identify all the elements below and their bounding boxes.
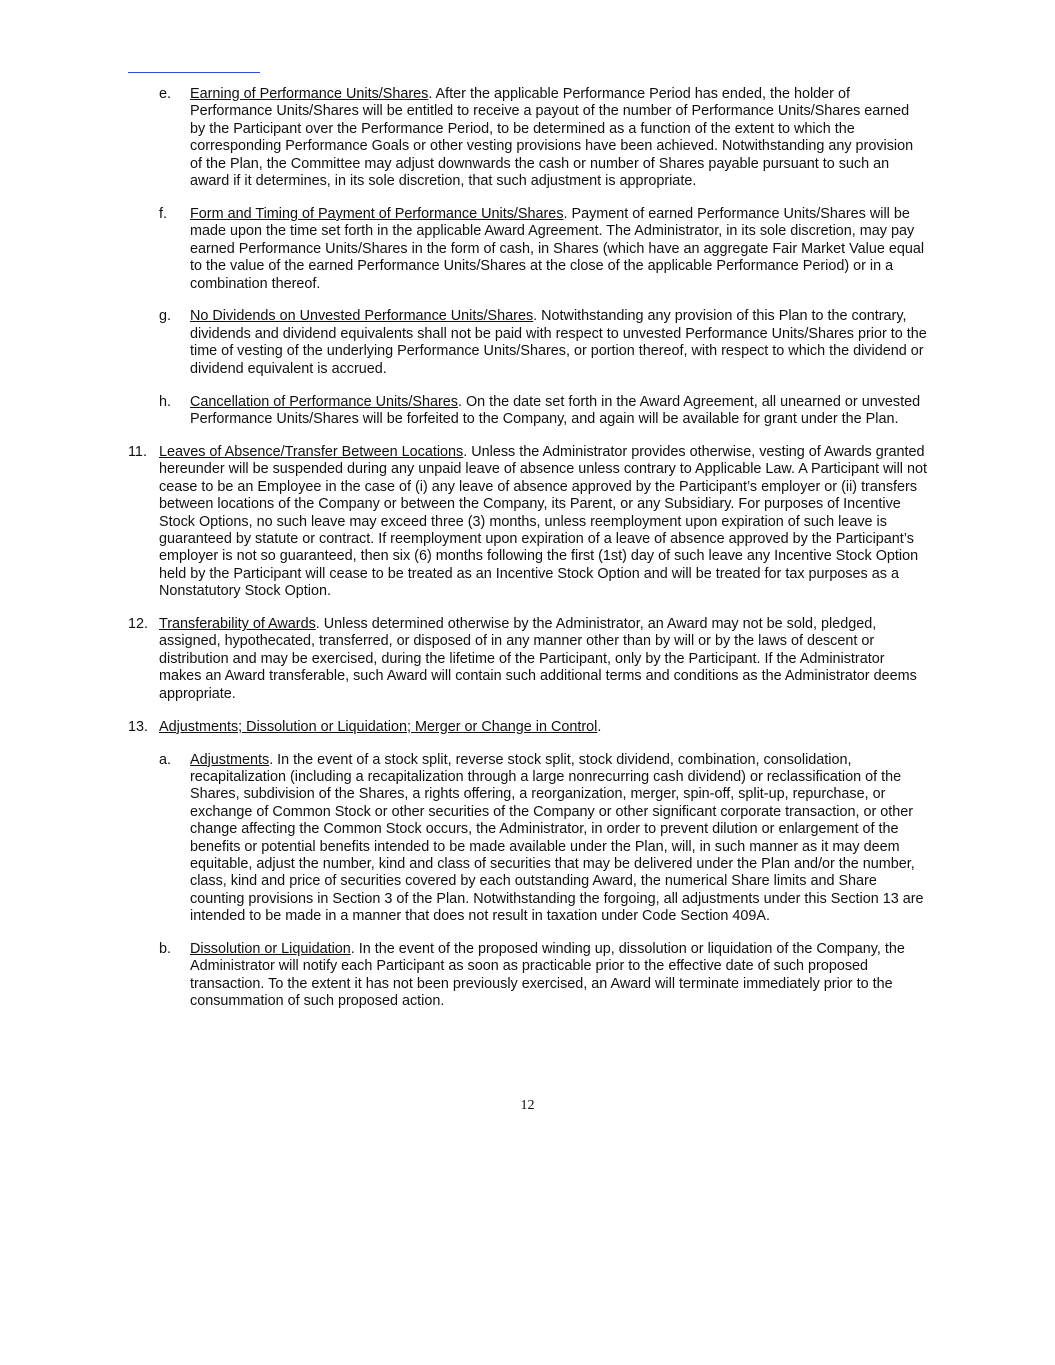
section-heading: Cancellation of Performance Units/Shares xyxy=(190,393,458,410)
section-heading: Adjustments xyxy=(190,751,270,768)
section-10f xyxy=(0,206,1055,293)
section-10g xyxy=(0,308,1055,378)
page-number: 12 xyxy=(520,1098,535,1113)
section-13a xyxy=(0,752,1055,926)
section-heading: Transferability of Awards xyxy=(159,616,316,633)
section-heading: Dissolution or Liquidation xyxy=(190,941,351,958)
section-heading: Leaves of Absence/Transfer Between Locations xyxy=(159,443,464,460)
item-marker: 12. xyxy=(128,616,149,633)
section-text: . Unless the Administrator provides otherwise, vesting of Awards granted hereunder will be suspended during any unpaid leave of absence unless contrary to Applicable Law. A Participant will not cease to be an Employee in the case of (i) any leave of absence approved by the Participant’s employer or (ii) transfers between locations of the Company or between the Company, its Parent, or any Subsidiary. For purposes of Incentive Stock Options, no such leave may exceed three (3) months, unless reemployment upon expiration of such leave is guaranteed by statute or contract. If reemployment upon expiration of a leave of absence approved by the Participant’s employer is not so guaranteed, then six (6) months following the first (1st) day of such leave any Incentive Stock Option held by the Participant will cease to be treated as an Incentive Stock Option and will be treated for tax purposes as a Nonstatutory Stock Option. xyxy=(159,443,927,600)
item-marker: b. xyxy=(159,941,172,958)
item-marker: a. xyxy=(159,751,172,768)
section-12 xyxy=(0,616,1055,703)
section-10e xyxy=(0,86,1055,190)
section-text: . Unless determined otherwise by the Administrator, an Award may not be sold, pledged, assigned, hypothecated, transferred, or disposed of in any manner other than by will or by the laws of descent or distribution and may be exercised, during the lifetime of the Participant, only by the Participant. If the Administrator makes an Award transferable, such Award will contain such additional terms and conditions as the Administrator deems appropriate. xyxy=(159,616,917,702)
top-link-underline xyxy=(128,72,260,73)
section-13b xyxy=(0,941,1055,1011)
document-body xyxy=(0,86,1055,1026)
section-10h xyxy=(0,394,1055,429)
section-text: . On the date set forth in the Award Agreement, all unearned or unvested Performance Units/Shares will be forfeited to the Company, and again will be available for grant under the Plan. xyxy=(190,393,921,427)
section-text: . In the event of a stock split, reverse stock split, stock dividend, combination, consolidation, recapitalization (including a recapitalization through a large nonrecurring cash dividend) or reclassification of the Shares, subdivision of the Shares, a rights offering, a reorganization, merger, spin-off, split-up, repurchase, or exchange of Common Stock or other securities of the Company or other significant corporate transaction, or other change affecting the Common Stock occurs, the Administrator, in order to prevent dilution or enlargement of the benefits or potential benefits intended to be made available under the Plan, will, in such manner as it may deem equitable, adjust the number, kind and class of securities that may be delivered under the Plan and/or the number, class, kind and price of securities covered by each outstanding Award, the numerical Share limits and Share counting provisions in Section 3 of the Plan. Notwithstanding the forgoing, all adjustments under this Section 13 are intended to be made in a manner that does not result in taxation under Code Section 409A. xyxy=(190,751,924,925)
item-marker: g. xyxy=(159,308,172,325)
item-marker: h. xyxy=(159,393,172,410)
item-marker: 13. xyxy=(128,718,149,735)
section-text: . In the event of the proposed winding up, dissolution or liquidation of the Company, the Administrator will notify each Participant as soon as practicable prior to the effective date of such proposed transaction. To the extent it has not been previously exercised, an Award will terminate immediately prior to the consummation of such proposed action. xyxy=(190,941,905,1010)
section-heading: No Dividends on Unvested Performance Units/Shares xyxy=(190,308,534,325)
section-heading: Form and Timing of Payment of Performance Units/Shares xyxy=(190,205,564,222)
section-text: . xyxy=(597,718,602,735)
section-text: . After the applicable Performance Period has ended, the holder of Performance Units/Shares will be entitled to receive a payout of the number of Performance Units/Shares earned by the Participant over the Performance Period, to be determined as a function of the extent to which the corresponding Performance Goals or other vesting provisions have been achieved. Notwithstanding any provision of the Plan, the Committee may adjust downwards the cash or number of Shares payable pursuant to such an award if it determines, in its sole discretion, that such adjustment is appropriate. xyxy=(190,86,914,190)
item-marker: e. xyxy=(159,86,172,102)
section-heading: Adjustments; Dissolution or Liquidation; Merger or Change in Control xyxy=(159,718,598,735)
item-marker: f. xyxy=(159,205,167,222)
section-text: . Payment of earned Performance Units/Shares will be made upon the time set forth in the applicable Award Agreement. The Administrator, in its sole discretion, may pay earned Performance Units/Shares in the form of cash, in Shares (which have an aggregate Fair Market Value equal to the value of the earned Performance Units/Shares at the close of the applicable Performance Period) or in a combination thereof. xyxy=(190,205,925,292)
item-marker: 11. xyxy=(128,443,147,460)
section-13 xyxy=(0,719,1055,736)
section-text: . Notwithstanding any provision of this Plan to the contrary, dividends and dividend equivalents shall not be paid with respect to unvested Performance Units/Shares prior to the time of vesting of the underlying Performance Units/Shares, or portion thereof, with respect to which the dividend or dividend equivalent is accrued. xyxy=(190,308,927,377)
section-11 xyxy=(0,444,1055,601)
section-heading: Earning of Performance Units/Shares xyxy=(190,86,429,102)
